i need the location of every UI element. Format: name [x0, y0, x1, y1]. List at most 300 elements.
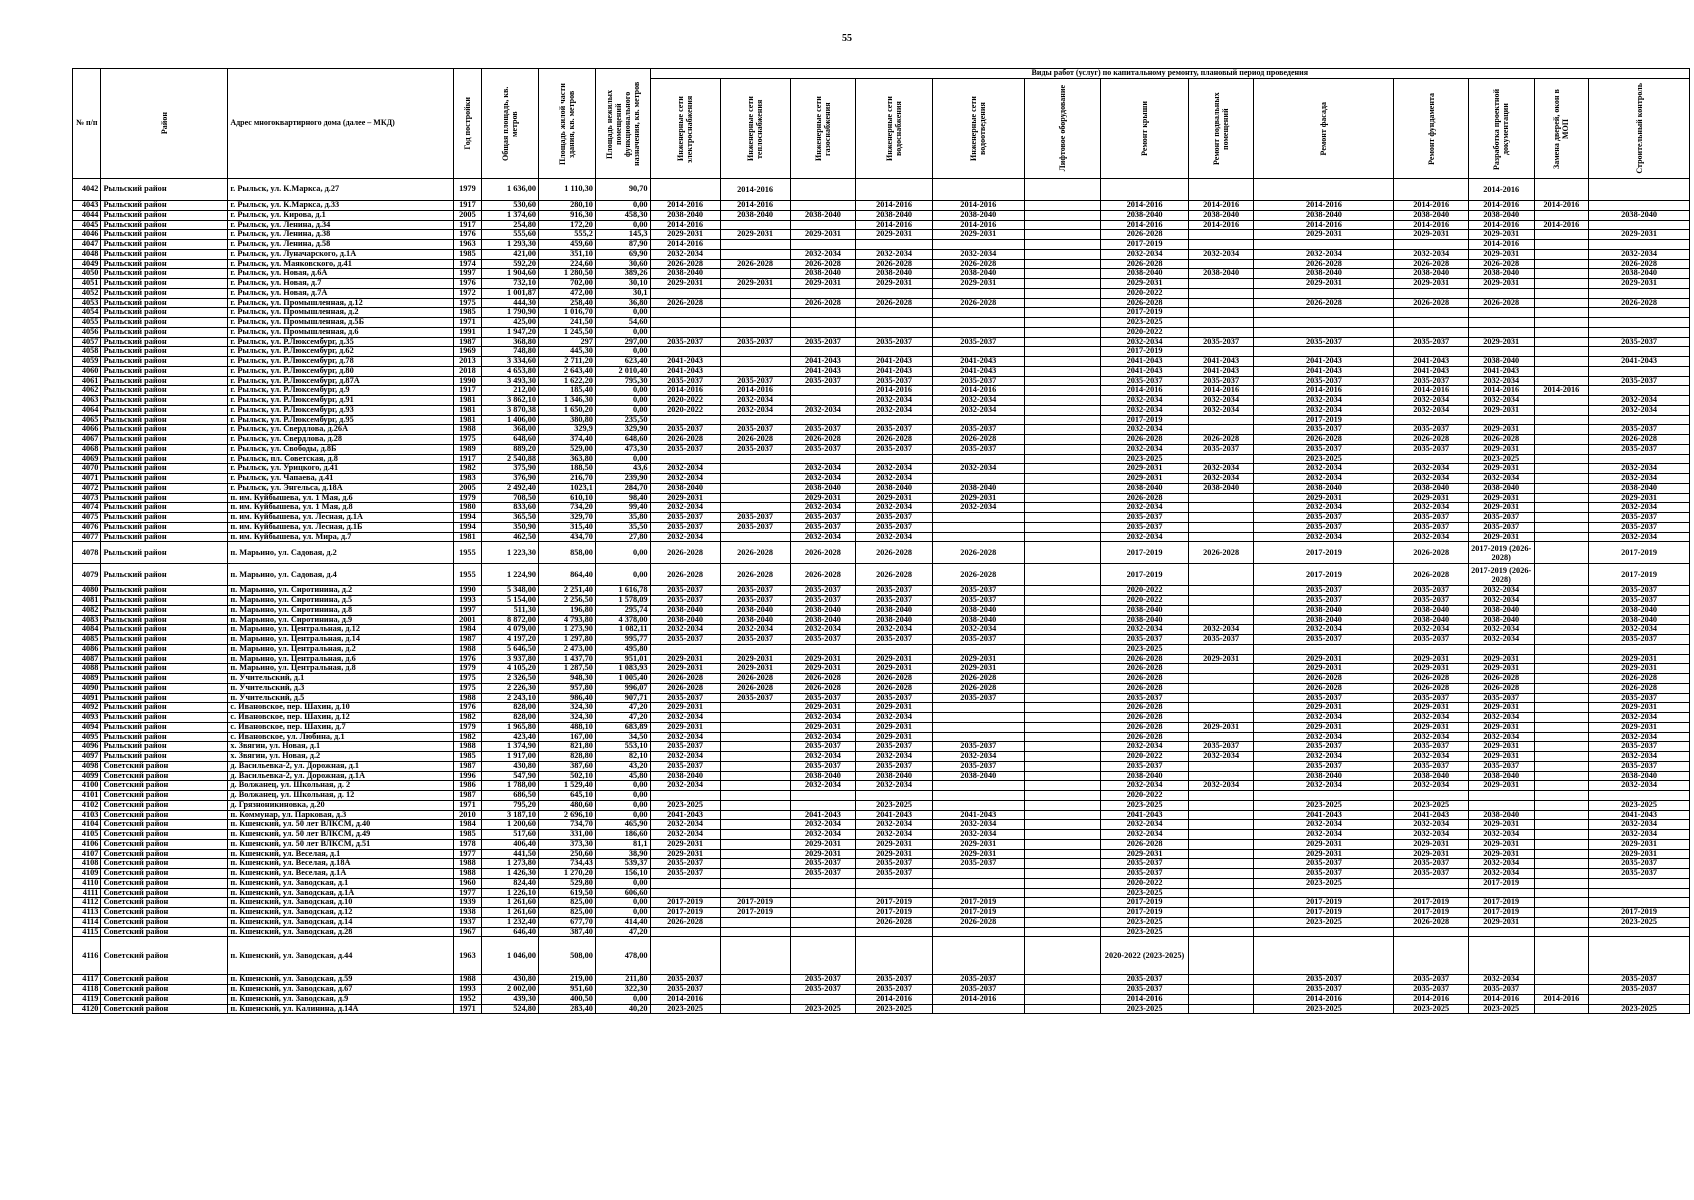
- row-living-area: 1 346,30: [539, 396, 596, 406]
- table-row: [73, 1004, 1690, 1014]
- row-work-period: 2032-2034: [1188, 464, 1254, 474]
- row-work-period: 2041-2043: [1394, 366, 1468, 376]
- row-work-period: [720, 761, 790, 771]
- row-number: 4097: [73, 752, 101, 762]
- row-work-period: [1589, 937, 1690, 975]
- row-work-period: 2035-2037: [650, 337, 720, 347]
- row-work-period: [650, 347, 720, 357]
- row-year: 1963: [453, 937, 481, 975]
- table-row: [73, 722, 1690, 732]
- row-number: 4094: [73, 722, 101, 732]
- row-work-period: [1024, 503, 1101, 513]
- row-work-period: 2026-2028: [650, 259, 720, 269]
- row-work-period: [1024, 564, 1101, 586]
- row-number: 4093: [73, 713, 101, 723]
- row-work-period: 2017-2019: [1101, 542, 1189, 564]
- row-work-period: 2026-2028: [720, 259, 790, 269]
- row-year: 1971: [453, 800, 481, 810]
- row-total-area: 1 947,20: [482, 327, 539, 337]
- row-district: Советский район: [101, 878, 228, 888]
- row-nonliving-area: 539,37: [595, 859, 650, 869]
- row-work-period: 2032-2034: [1394, 474, 1468, 484]
- row-living-area: 373,30: [539, 839, 596, 849]
- row-work-period: 2017-2019: [650, 898, 720, 908]
- row-work-period: 2035-2037: [1254, 985, 1394, 995]
- row-year: 1985: [453, 752, 481, 762]
- row-work-period: [856, 927, 933, 937]
- row-nonliving-area: 54,60: [595, 318, 650, 328]
- row-work-period: 2041-2043: [856, 357, 933, 367]
- row-work-period: 2029-2031: [1589, 654, 1690, 664]
- row-living-area: 185,40: [539, 386, 596, 396]
- row-work-period: [1024, 376, 1101, 386]
- table-row: [73, 386, 1690, 396]
- row-work-period: 2038-2040: [720, 605, 790, 615]
- row-work-period: 2032-2034: [1468, 830, 1534, 840]
- row-work-period: 2038-2040: [790, 483, 856, 493]
- row-work-period: [1188, 839, 1254, 849]
- header-district: Район: [101, 69, 228, 179]
- row-work-period: 2026-2028: [720, 683, 790, 693]
- row-work-period: 2029-2031: [1468, 849, 1534, 859]
- row-work-period: 2032-2034: [1188, 781, 1254, 791]
- row-work-period: 2026-2028: [1468, 435, 1534, 445]
- row-work-period: 2026-2028: [1394, 564, 1468, 586]
- row-district: Рыльский район: [101, 503, 228, 513]
- row-work-period: 2029-2031: [856, 732, 933, 742]
- row-living-area: 1 273,90: [539, 625, 596, 635]
- row-district: Рыльский район: [101, 454, 228, 464]
- row-number: 4058: [73, 347, 101, 357]
- table-row: [73, 917, 1690, 927]
- row-work-period: 2014-2016: [1534, 201, 1589, 211]
- row-work-period: [1468, 347, 1534, 357]
- row-work-period: [1534, 605, 1589, 615]
- row-number: 4099: [73, 771, 101, 781]
- row-work-period: 2017-2019: [1101, 898, 1189, 908]
- row-work-period: [1394, 644, 1468, 654]
- row-work-period: [856, 937, 933, 975]
- row-work-period: 2032-2034: [932, 249, 1024, 259]
- row-total-area: 833,60: [482, 503, 539, 513]
- row-living-area: 196,80: [539, 605, 596, 615]
- row-year: 1988: [453, 869, 481, 879]
- row-nonliving-area: 36,80: [595, 298, 650, 308]
- row-work-period: [790, 396, 856, 406]
- row-work-period: [856, 308, 933, 318]
- row-district: Рыльский район: [101, 635, 228, 645]
- row-number: 4055: [73, 318, 101, 328]
- row-work-period: 2035-2037: [650, 522, 720, 532]
- row-year: 1917: [453, 201, 481, 211]
- row-work-period: [932, 869, 1024, 879]
- row-district: Рыльский район: [101, 615, 228, 625]
- row-work-period: 2032-2034: [1394, 752, 1468, 762]
- row-work-period: 2041-2043: [790, 366, 856, 376]
- row-work-period: 2032-2034: [856, 625, 933, 635]
- row-work-period: 2038-2040: [650, 269, 720, 279]
- row-nonliving-area: 465,90: [595, 820, 650, 830]
- row-address: п. Кшенский, ул. Заводская, д.10: [228, 898, 453, 908]
- row-work-period: [1394, 791, 1468, 801]
- row-work-period: [1188, 179, 1254, 201]
- table-row: [73, 542, 1690, 564]
- row-work-period: 2032-2034: [1394, 464, 1468, 474]
- row-work-period: [1188, 683, 1254, 693]
- row-district: Рыльский район: [101, 279, 228, 289]
- row-total-area: 828,00: [482, 703, 539, 713]
- table-row: [73, 327, 1690, 337]
- row-total-area: 425,00: [482, 318, 539, 328]
- row-work-period: 2035-2037: [1589, 513, 1690, 523]
- row-address: п. Марьино, ул. Центральная, д.12: [228, 625, 453, 635]
- row-district: Рыльский район: [101, 644, 228, 654]
- row-district: Рыльский район: [101, 201, 228, 211]
- row-work-period: 2017-2019: [1254, 898, 1394, 908]
- row-work-period: [1468, 288, 1534, 298]
- row-district: Рыльский район: [101, 625, 228, 635]
- row-year: 1952: [453, 994, 481, 1004]
- row-number: 4082: [73, 605, 101, 615]
- row-work-period: [1024, 415, 1101, 425]
- row-living-area: 734,43: [539, 859, 596, 869]
- row-district: Рыльский район: [101, 752, 228, 762]
- header-work-type: Ремонт фундамента: [1394, 79, 1468, 179]
- row-work-period: [1394, 347, 1468, 357]
- row-work-period: 2038-2040: [790, 771, 856, 781]
- row-work-period: [1024, 635, 1101, 645]
- row-nonliving-area: 1 083,93: [595, 664, 650, 674]
- row-work-period: 2035-2037: [790, 425, 856, 435]
- row-living-area: 825,00: [539, 898, 596, 908]
- row-work-period: 2041-2043: [1188, 357, 1254, 367]
- row-work-period: 2032-2034: [650, 732, 720, 742]
- row-work-period: 2026-2028: [790, 298, 856, 308]
- row-living-area: 324,30: [539, 703, 596, 713]
- row-work-period: 2026-2028: [1394, 542, 1468, 564]
- row-work-period: [1188, 279, 1254, 289]
- row-district: Рыльский район: [101, 513, 228, 523]
- row-work-period: [856, 327, 933, 337]
- row-work-period: [1589, 308, 1690, 318]
- row-work-period: [1534, 1004, 1589, 1014]
- row-work-period: [1188, 415, 1254, 425]
- header-num: № п/п: [73, 69, 101, 179]
- row-work-period: 2035-2037: [1254, 742, 1394, 752]
- row-work-period: 2032-2034: [1254, 532, 1394, 542]
- row-work-period: 2032-2034: [790, 249, 856, 259]
- row-number: 4088: [73, 664, 101, 674]
- row-work-period: [1394, 308, 1468, 318]
- row-work-period: 2029-2031: [650, 493, 720, 503]
- row-work-period: 2032-2034: [856, 249, 933, 259]
- row-number: 4061: [73, 376, 101, 386]
- row-address: п. Марьино, ул. Центральная, д.6: [228, 654, 453, 664]
- row-number: 4067: [73, 435, 101, 445]
- row-work-period: 2035-2037: [1394, 586, 1468, 596]
- row-district: Рыльский район: [101, 703, 228, 713]
- row-nonliving-area: 1 616,78: [595, 586, 650, 596]
- row-work-period: 2014-2016: [1188, 220, 1254, 230]
- row-work-period: 2032-2034: [1589, 464, 1690, 474]
- header-address: Адрес многоквартирного дома (далее – МКД): [228, 69, 453, 179]
- row-work-period: 2014-2016: [856, 201, 933, 211]
- row-work-period: 2032-2034: [1468, 635, 1534, 645]
- row-nonliving-area: 478,00: [595, 937, 650, 975]
- row-work-period: 2014-2016: [1188, 386, 1254, 396]
- row-district: Советский район: [101, 898, 228, 908]
- row-work-period: 2029-2031: [790, 493, 856, 503]
- row-total-area: 1 904,60: [482, 269, 539, 279]
- table-row: [73, 635, 1690, 645]
- row-nonliving-area: 951,01: [595, 654, 650, 664]
- row-work-period: 2026-2028: [1101, 435, 1189, 445]
- row-work-period: [1468, 327, 1534, 337]
- row-district: Рыльский район: [101, 464, 228, 474]
- row-work-period: 2017-2019: [1101, 564, 1189, 586]
- row-year: 1988: [453, 693, 481, 703]
- row-total-area: 1 406,00: [482, 415, 539, 425]
- row-work-period: [1534, 425, 1589, 435]
- row-work-period: 2029-2031: [932, 230, 1024, 240]
- row-address: п. Учительский, д.3: [228, 683, 453, 693]
- row-work-period: [1534, 249, 1589, 259]
- row-address: п. Марьино, ул. Сиротинина, д.8: [228, 605, 453, 615]
- row-work-period: [1254, 791, 1394, 801]
- row-work-period: 2026-2028: [650, 674, 720, 684]
- row-address: г. Рыльск, ул. Ленина, д.34: [228, 220, 453, 230]
- row-work-period: [1101, 179, 1189, 201]
- row-work-period: 2014-2016: [1101, 994, 1189, 1004]
- row-work-period: 2014-2016: [1468, 386, 1534, 396]
- row-number: 4100: [73, 781, 101, 791]
- row-number: 4120: [73, 1004, 101, 1014]
- row-address: г. Рыльск, ул. Р.Люксембург, д.9: [228, 386, 453, 396]
- table-row: [73, 230, 1690, 240]
- row-number: 4112: [73, 898, 101, 908]
- row-total-area: 3 187,10: [482, 810, 539, 820]
- row-work-period: [650, 927, 720, 937]
- row-work-period: 2035-2037: [650, 444, 720, 454]
- row-address: п. Кшенский, ул. Веселая, д.18А: [228, 859, 453, 869]
- row-work-period: 2026-2028: [1101, 654, 1189, 664]
- row-work-period: 2038-2040: [1188, 483, 1254, 493]
- row-total-area: 1 232,40: [482, 917, 539, 927]
- row-work-period: 2014-2016: [650, 994, 720, 1004]
- row-district: Рыльский район: [101, 683, 228, 693]
- row-work-period: [1024, 713, 1101, 723]
- table-row: [73, 522, 1690, 532]
- row-work-period: [720, 240, 790, 250]
- row-work-period: 2017-2019: [1468, 908, 1534, 918]
- row-work-period: [1024, 249, 1101, 259]
- row-work-period: [1534, 230, 1589, 240]
- row-work-period: 2035-2037: [932, 859, 1024, 869]
- row-work-period: 2014-2016: [1468, 220, 1534, 230]
- row-work-period: 2038-2040: [1394, 269, 1468, 279]
- row-number: 4043: [73, 201, 101, 211]
- row-work-period: [1188, 908, 1254, 918]
- table-row: [73, 240, 1690, 250]
- row-living-area: 645,10: [539, 791, 596, 801]
- row-work-period: 2035-2037: [650, 693, 720, 703]
- row-work-period: 2026-2028: [790, 542, 856, 564]
- row-work-period: 2020-2022: [1101, 878, 1189, 888]
- row-work-period: 2038-2040: [1394, 483, 1468, 493]
- row-work-period: 2026-2028: [720, 564, 790, 586]
- row-work-period: 2032-2034: [856, 405, 933, 415]
- row-work-period: 2035-2037: [856, 586, 933, 596]
- row-work-period: [720, 464, 790, 474]
- row-work-period: 2032-2034: [1254, 820, 1394, 830]
- row-work-period: 2035-2037: [1468, 522, 1534, 532]
- row-work-period: [932, 454, 1024, 464]
- row-work-period: 2038-2040: [1254, 605, 1394, 615]
- row-work-period: 2026-2028: [856, 298, 933, 308]
- row-living-area: 948,30: [539, 674, 596, 684]
- row-work-period: [1188, 985, 1254, 995]
- row-living-area: 1 622,20: [539, 376, 596, 386]
- row-work-period: [1188, 288, 1254, 298]
- row-work-period: 2032-2034: [1394, 249, 1468, 259]
- row-work-period: 2029-2031: [1394, 493, 1468, 503]
- row-work-period: [1468, 415, 1534, 425]
- header-work-type: Замена дверей, окон в МОП: [1534, 79, 1589, 179]
- row-number: 4046: [73, 230, 101, 240]
- row-year: 1982: [453, 732, 481, 742]
- row-number: 4079: [73, 564, 101, 586]
- row-work-period: [1589, 318, 1690, 328]
- row-number: 4057: [73, 337, 101, 347]
- row-work-period: [1394, 327, 1468, 337]
- row-address: г. Рыльск, ул. Промышленная, д.12: [228, 298, 453, 308]
- row-work-period: [1188, 564, 1254, 586]
- row-work-period: [790, 644, 856, 654]
- row-nonliving-area: 0,00: [595, 564, 650, 586]
- row-work-period: 2026-2028: [856, 542, 933, 564]
- row-work-period: 2032-2034: [856, 830, 933, 840]
- row-work-period: [1534, 615, 1589, 625]
- row-nonliving-area: 297,00: [595, 337, 650, 347]
- row-work-period: [720, 347, 790, 357]
- row-work-period: [1534, 908, 1589, 918]
- row-work-period: [720, 532, 790, 542]
- row-work-period: 2035-2037: [1394, 859, 1468, 869]
- row-year: 1994: [453, 513, 481, 523]
- row-work-period: [1024, 693, 1101, 703]
- row-nonliving-area: 235,50: [595, 415, 650, 425]
- row-work-period: 2014-2016: [1468, 201, 1534, 211]
- row-nonliving-area: 996,07: [595, 683, 650, 693]
- row-work-period: 2032-2034: [790, 474, 856, 484]
- row-work-period: 2032-2034: [1589, 625, 1690, 635]
- table-row: [73, 376, 1690, 386]
- row-address: п. Коммунар, ул. Парковая, д.3: [228, 810, 453, 820]
- row-work-period: 2038-2040: [1468, 810, 1534, 820]
- row-work-period: 2041-2043: [650, 810, 720, 820]
- row-work-period: [1188, 888, 1254, 898]
- row-work-period: 2020-2022: [650, 405, 720, 415]
- table-row: [73, 859, 1690, 869]
- row-work-period: 2035-2037: [1188, 635, 1254, 645]
- row-work-period: 2038-2040: [932, 210, 1024, 220]
- row-work-period: 2035-2037: [1254, 337, 1394, 347]
- row-work-period: 2035-2037: [650, 761, 720, 771]
- row-work-period: 2020-2022: [1101, 752, 1189, 762]
- row-total-area: 365,50: [482, 513, 539, 523]
- header-work-type: Ремонт крыши: [1101, 79, 1189, 179]
- row-number: 4071: [73, 474, 101, 484]
- row-address: п. Марьино, ул. Садовая, д.4: [228, 564, 453, 586]
- row-living-area: 434,70: [539, 532, 596, 542]
- row-work-period: [1188, 1004, 1254, 1014]
- row-number: 4101: [73, 791, 101, 801]
- row-living-area: 331,00: [539, 830, 596, 840]
- row-work-period: 2026-2028: [932, 564, 1024, 586]
- row-work-period: 2029-2031: [1394, 722, 1468, 732]
- row-work-period: 2041-2043: [1394, 357, 1468, 367]
- row-year: 1978: [453, 839, 481, 849]
- row-work-period: 2041-2043: [856, 810, 933, 820]
- row-living-area: 258,40: [539, 298, 596, 308]
- row-work-period: [1024, 357, 1101, 367]
- row-work-period: 2041-2043: [1101, 357, 1189, 367]
- row-work-period: 2014-2016: [650, 220, 720, 230]
- row-work-period: 2026-2028: [932, 674, 1024, 684]
- row-address: д. Грязноникиновка, д.20: [228, 800, 453, 810]
- row-work-period: [1024, 347, 1101, 357]
- row-work-period: [1468, 791, 1534, 801]
- table-row: [73, 259, 1690, 269]
- row-living-area: 508,00: [539, 937, 596, 975]
- row-work-period: [790, 308, 856, 318]
- row-work-period: 2035-2037: [1254, 869, 1394, 879]
- row-year: 2005: [453, 483, 481, 493]
- row-living-area: 1 245,50: [539, 327, 596, 337]
- row-work-period: 2032-2034: [1188, 625, 1254, 635]
- row-living-area: 374,40: [539, 435, 596, 445]
- row-work-period: [932, 644, 1024, 654]
- row-work-period: 2035-2037: [932, 376, 1024, 386]
- row-living-area: 2 473,00: [539, 644, 596, 654]
- row-work-period: 2041-2043: [1589, 357, 1690, 367]
- row-work-period: 2032-2034: [790, 781, 856, 791]
- row-work-period: 2029-2031: [1254, 664, 1394, 674]
- row-living-area: 472,00: [539, 288, 596, 298]
- row-work-period: 2026-2028: [720, 542, 790, 564]
- row-work-period: [932, 713, 1024, 723]
- row-work-period: [1024, 830, 1101, 840]
- row-living-area: 167,00: [539, 732, 596, 742]
- row-work-period: 2038-2040: [650, 605, 720, 615]
- row-work-period: 2032-2034: [1394, 820, 1468, 830]
- row-year: 1990: [453, 376, 481, 386]
- row-year: 1987: [453, 761, 481, 771]
- row-work-period: 2035-2037: [790, 586, 856, 596]
- row-work-period: [720, 810, 790, 820]
- table-row: [73, 888, 1690, 898]
- row-total-area: 368,80: [482, 337, 539, 347]
- row-address: г. Рыльск, ул. Р.Люксембург, д.78: [228, 357, 453, 367]
- row-address: г. Рыльск, ул. Р.Люксембург, д.91: [228, 396, 453, 406]
- row-work-period: 2032-2034: [650, 249, 720, 259]
- row-living-area: 610,10: [539, 493, 596, 503]
- row-district: Рыльский район: [101, 722, 228, 732]
- row-work-period: 2035-2037: [1589, 522, 1690, 532]
- row-work-period: 2035-2037: [1589, 869, 1690, 879]
- row-number: 4105: [73, 830, 101, 840]
- row-work-period: 2029-2031: [1254, 230, 1394, 240]
